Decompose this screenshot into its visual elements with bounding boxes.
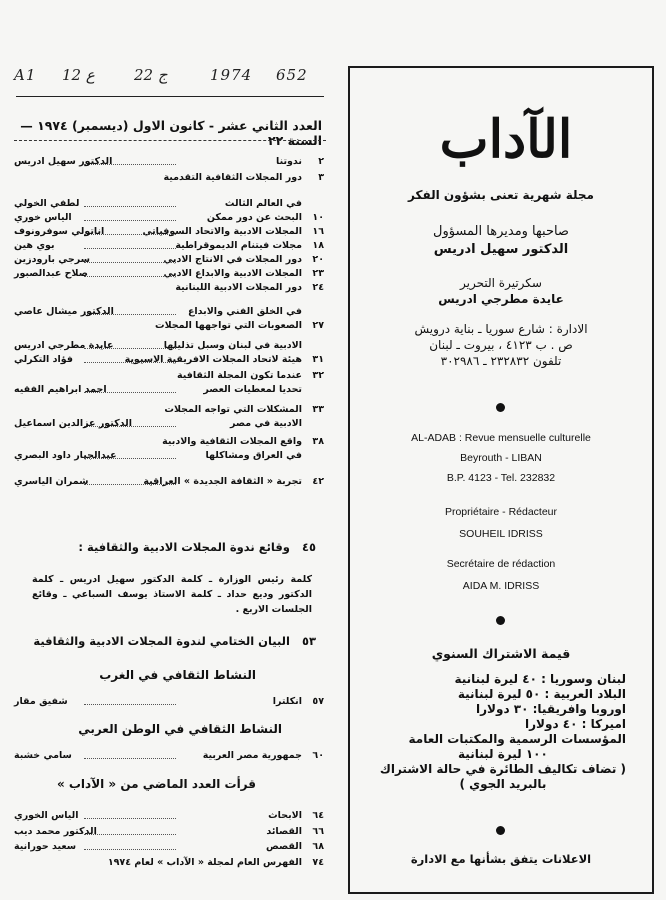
row-num: ٦٨ [312, 841, 324, 852]
toc-row [14, 696, 326, 709]
row-title: البحث عن دور ممكن [206, 212, 302, 223]
toc-row [14, 212, 326, 225]
leader-dots [84, 262, 176, 263]
row-title: جمهورية مصر العربية [202, 750, 302, 761]
row-num: ١٨ [312, 240, 324, 251]
row-title: المشكلات التي تواجه المجلات [164, 404, 302, 415]
toc-row [14, 450, 326, 463]
row-title: الادبية في مصر [229, 418, 302, 429]
leader-dots [84, 206, 176, 207]
row-author: لطفي الخولي [14, 198, 80, 209]
toc-row [14, 340, 326, 353]
row-author: الياس خوري [14, 212, 72, 223]
row-author: فؤاد التكرلي [14, 354, 73, 365]
row-title: القصص [266, 841, 302, 852]
subscription-line: ١٠٠ ليرة لبنانية [458, 747, 548, 761]
section-53 [33, 634, 316, 648]
subscription-title: قيمة الاشتراك السنوي [431, 646, 571, 661]
fr-title: AL-ADAB : Revue mensuelle culturelle [411, 432, 591, 444]
subscription-line: بالبريد الجوي ) [459, 777, 547, 791]
toc-row [14, 240, 326, 253]
handwritten-note [14, 66, 324, 90]
handwritten-part: 12 ع [62, 66, 95, 84]
toc-row [14, 857, 326, 870]
handwritten-part: A1 [14, 66, 37, 84]
row-num: ٤٢ [312, 476, 324, 487]
issue-divider [14, 140, 326, 141]
toc-row [14, 370, 326, 383]
row-author: الياس الخوري [14, 810, 79, 821]
row-author: سعيد حورانية [14, 841, 77, 852]
bullet-separator [496, 616, 505, 625]
row-title: الفهرس العام لمجلة « الآداب » لعام ١٩٧٤ [107, 857, 302, 868]
row-author: الدكتور ميشال عاصي [14, 306, 114, 317]
row-title: القصائد [266, 826, 302, 837]
row-author: الدكتور محمد ديب [14, 826, 97, 837]
section-45 [78, 540, 316, 554]
toc-row [14, 810, 326, 823]
toc-row [14, 282, 326, 295]
section-title: البيان الختامي لندوة المجلات الادبية والثقافية [33, 634, 290, 648]
row-num: ٧٤ [312, 857, 324, 868]
row-title: مجلات فيتنام الديموقراطية [175, 240, 302, 251]
row-title: ندوتنا [276, 156, 302, 167]
row-title: الابحاث [268, 810, 302, 821]
toc-row [14, 826, 326, 839]
row-author: عبدالجبار داود البصري [14, 450, 117, 461]
ads-note: الاعلانات يتفق بشأنها مع الادارة [410, 852, 592, 866]
row-title: دور المجلات الثقافية التقدمية [163, 172, 302, 183]
row-author: اناتولي سوفرونوف [14, 226, 105, 237]
leader-dots [84, 834, 176, 835]
table-of-contents [14, 110, 326, 890]
leader-dots [84, 248, 176, 249]
section-num: ٥٣ [301, 634, 316, 648]
address-line: ص . ب ٤١٢٣ ، بيروت ـ لبنان [429, 338, 573, 352]
row-num: ٣٣ [312, 404, 324, 415]
secretary-name: عايدة مطرجي ادريس [438, 292, 564, 306]
handwritten-part: 652 [276, 66, 308, 84]
row-title: دور المجلات في الانتاج الادبي [163, 254, 302, 265]
row-num: ٢٣ [312, 268, 324, 279]
row-num: ١٠ [312, 212, 324, 223]
owner-label: صاحبها ومديرها المسؤول [433, 224, 569, 239]
subscription-line: ( تضاف تكاليف الطائرة في حالة الاشتراك [379, 762, 626, 776]
row-author: الدكتور عزالدين اسماعيل [14, 418, 132, 429]
magazine-logo: الآداب [439, 109, 573, 170]
handwritten-part: 1974 [210, 66, 253, 84]
leader-dots [84, 362, 176, 363]
section-title: وقائع ندوة المجلات الادبية والثقافية : [78, 540, 290, 554]
fr-secretary-label: Secrétaire de rédaction [446, 558, 556, 570]
top-rule [16, 96, 324, 97]
row-num: ٣٢ [312, 370, 324, 381]
row-author: الدكتور سهيل ادريس [14, 156, 113, 167]
row-title: تجربة « الثقافة الجديدة » العراقية [143, 476, 302, 487]
subscription-line: البلاد العربية : ٥٠ ليرة لبنانية [457, 687, 626, 701]
row-author: شمران الياسري [14, 476, 89, 487]
row-num: ٣١ [312, 354, 324, 365]
toc-row [14, 476, 326, 489]
row-title: في العراق ومشاكلها [205, 450, 302, 461]
toc-row [14, 156, 326, 169]
fr-city: Beyrouth - LIBAN [460, 452, 542, 464]
toc-row [14, 354, 326, 367]
row-author: سرجي بارودزين [14, 254, 90, 265]
row-num: ١٦ [312, 226, 324, 237]
address-line: الادارة : شارع سوريا ـ بناية درويش [414, 322, 588, 336]
issue-line: العدد الثاني عشر - كانون الاول (ديسمبر) ١٩٧٤ — السنة ٢٢ [20, 118, 322, 148]
row-title: في الخلق الفني والابداع [187, 306, 302, 317]
subscription-list [380, 672, 626, 792]
toc-row [14, 404, 326, 417]
section-west-title: النشاط الثقافي في الغرب [99, 668, 256, 682]
toc-row [14, 254, 326, 267]
row-num: ٣٨ [312, 436, 324, 447]
row-author: سامي خشبة [14, 750, 72, 761]
toc-row [14, 306, 326, 319]
row-author: شفيق مقار [14, 696, 68, 707]
bullet-separator [496, 403, 505, 412]
leader-dots [84, 818, 176, 819]
toc-row [14, 436, 326, 449]
subscription-line: اميركا : ٤٠ دولارا [525, 717, 626, 731]
row-num: ٢٤ [312, 282, 324, 293]
leader-dots [84, 758, 176, 759]
address-line: تلفون ٢٣٢٨٣٢ ـ ٣٠٢٩٨٦ [440, 354, 562, 368]
toc-row [14, 418, 326, 431]
section-45-text: كلمة رئيس الوزارة ـ كلمة الدكتور سهيل ادريس ـ كلمة الدكتور وديع حداد ـ كلمة الاستاذ يوسف السباعي ـ وقائع الجلسات الاربع . [32, 574, 312, 615]
row-title: الصعوبات التي تواجهها المجلات [155, 320, 302, 331]
section-last-title: قرأت العدد الماضي من « الآداب » [56, 777, 256, 791]
fr-bp: B.P. 4123 - Tel. 232832 [446, 472, 556, 484]
leader-dots [84, 220, 176, 221]
row-author: بوي هين [14, 240, 55, 251]
row-num: ٢٠ [312, 254, 324, 265]
section-num: ٤٥ [301, 540, 316, 554]
row-author: احمد ابراهيم الفقيه [14, 384, 107, 395]
leader-dots [84, 849, 176, 850]
leader-dots [84, 276, 176, 277]
row-num: ٢ [318, 156, 324, 167]
subscription-line: اوروبا وافريقيا: ٣٠ دولارا [476, 702, 626, 716]
toc-row [14, 384, 326, 397]
row-title: الادبية في لبنان وسبل تذليلها [163, 340, 302, 351]
bullet-separator [496, 826, 505, 835]
toc-row [14, 226, 326, 239]
row-title: المجلات الادبية والابداع الادبي [163, 268, 302, 279]
row-num: ٥٧ [312, 696, 324, 707]
row-title: عندما تكون المجلة الثقافية [176, 370, 302, 381]
leader-dots [84, 704, 176, 705]
fr-owner: SOUHEIL IDRISS [459, 528, 543, 540]
subscription-line: لبنان وسوريا : ٤٠ ليرة لبنانية [454, 672, 626, 686]
toc-row [14, 198, 326, 211]
row-num: ٦٦ [312, 826, 324, 837]
row-title: هيئة لاتحاد المجلات الافريقية الاسيوية [124, 354, 302, 365]
toc-row [14, 841, 326, 854]
row-title: في العالم الثالث [224, 198, 302, 209]
row-author: صلاح عبدالصبور [14, 268, 88, 279]
row-title: تحديا لمعطيات العصر [203, 384, 302, 395]
owner-name: الدكتور سهيل ادريس [433, 242, 569, 257]
row-title: المجلات الادبية والاتحاد السوفياتي [142, 226, 302, 237]
toc-row [14, 750, 326, 763]
row-num: ٦٤ [312, 810, 324, 821]
tagline: مجلة شهرية تعنى بشؤون الفكر [408, 188, 594, 202]
masthead-box [348, 66, 654, 894]
row-title: انكلترا [272, 696, 302, 707]
fr-secretary: AIDA M. IDRISS [462, 580, 540, 592]
fr-owner-label: Propriétaire - Rédacteur [444, 506, 558, 518]
row-author: عايدة مطرجي ادريس [14, 340, 114, 351]
toc-row [14, 172, 326, 185]
toc-row [14, 268, 326, 281]
row-title: واقع المجلات الثقافية والادبية [162, 436, 302, 447]
row-title: دور المجلات الادبية اللبنانية [175, 282, 302, 293]
secretary-label: سكرتيرة التحرير [460, 276, 542, 290]
leader-dots [84, 484, 176, 485]
section-arab-title: النشاط الثقافي في الوطن العربي [78, 722, 282, 736]
handwritten-part: 22 ج [134, 66, 168, 84]
subscription-line: المؤسسات الرسمية والمكتبات العامة [408, 732, 626, 746]
row-num: ٣ [318, 172, 324, 183]
row-num: ٦٠ [312, 750, 324, 761]
toc-row [14, 320, 326, 333]
row-num: ٢٧ [312, 320, 324, 331]
